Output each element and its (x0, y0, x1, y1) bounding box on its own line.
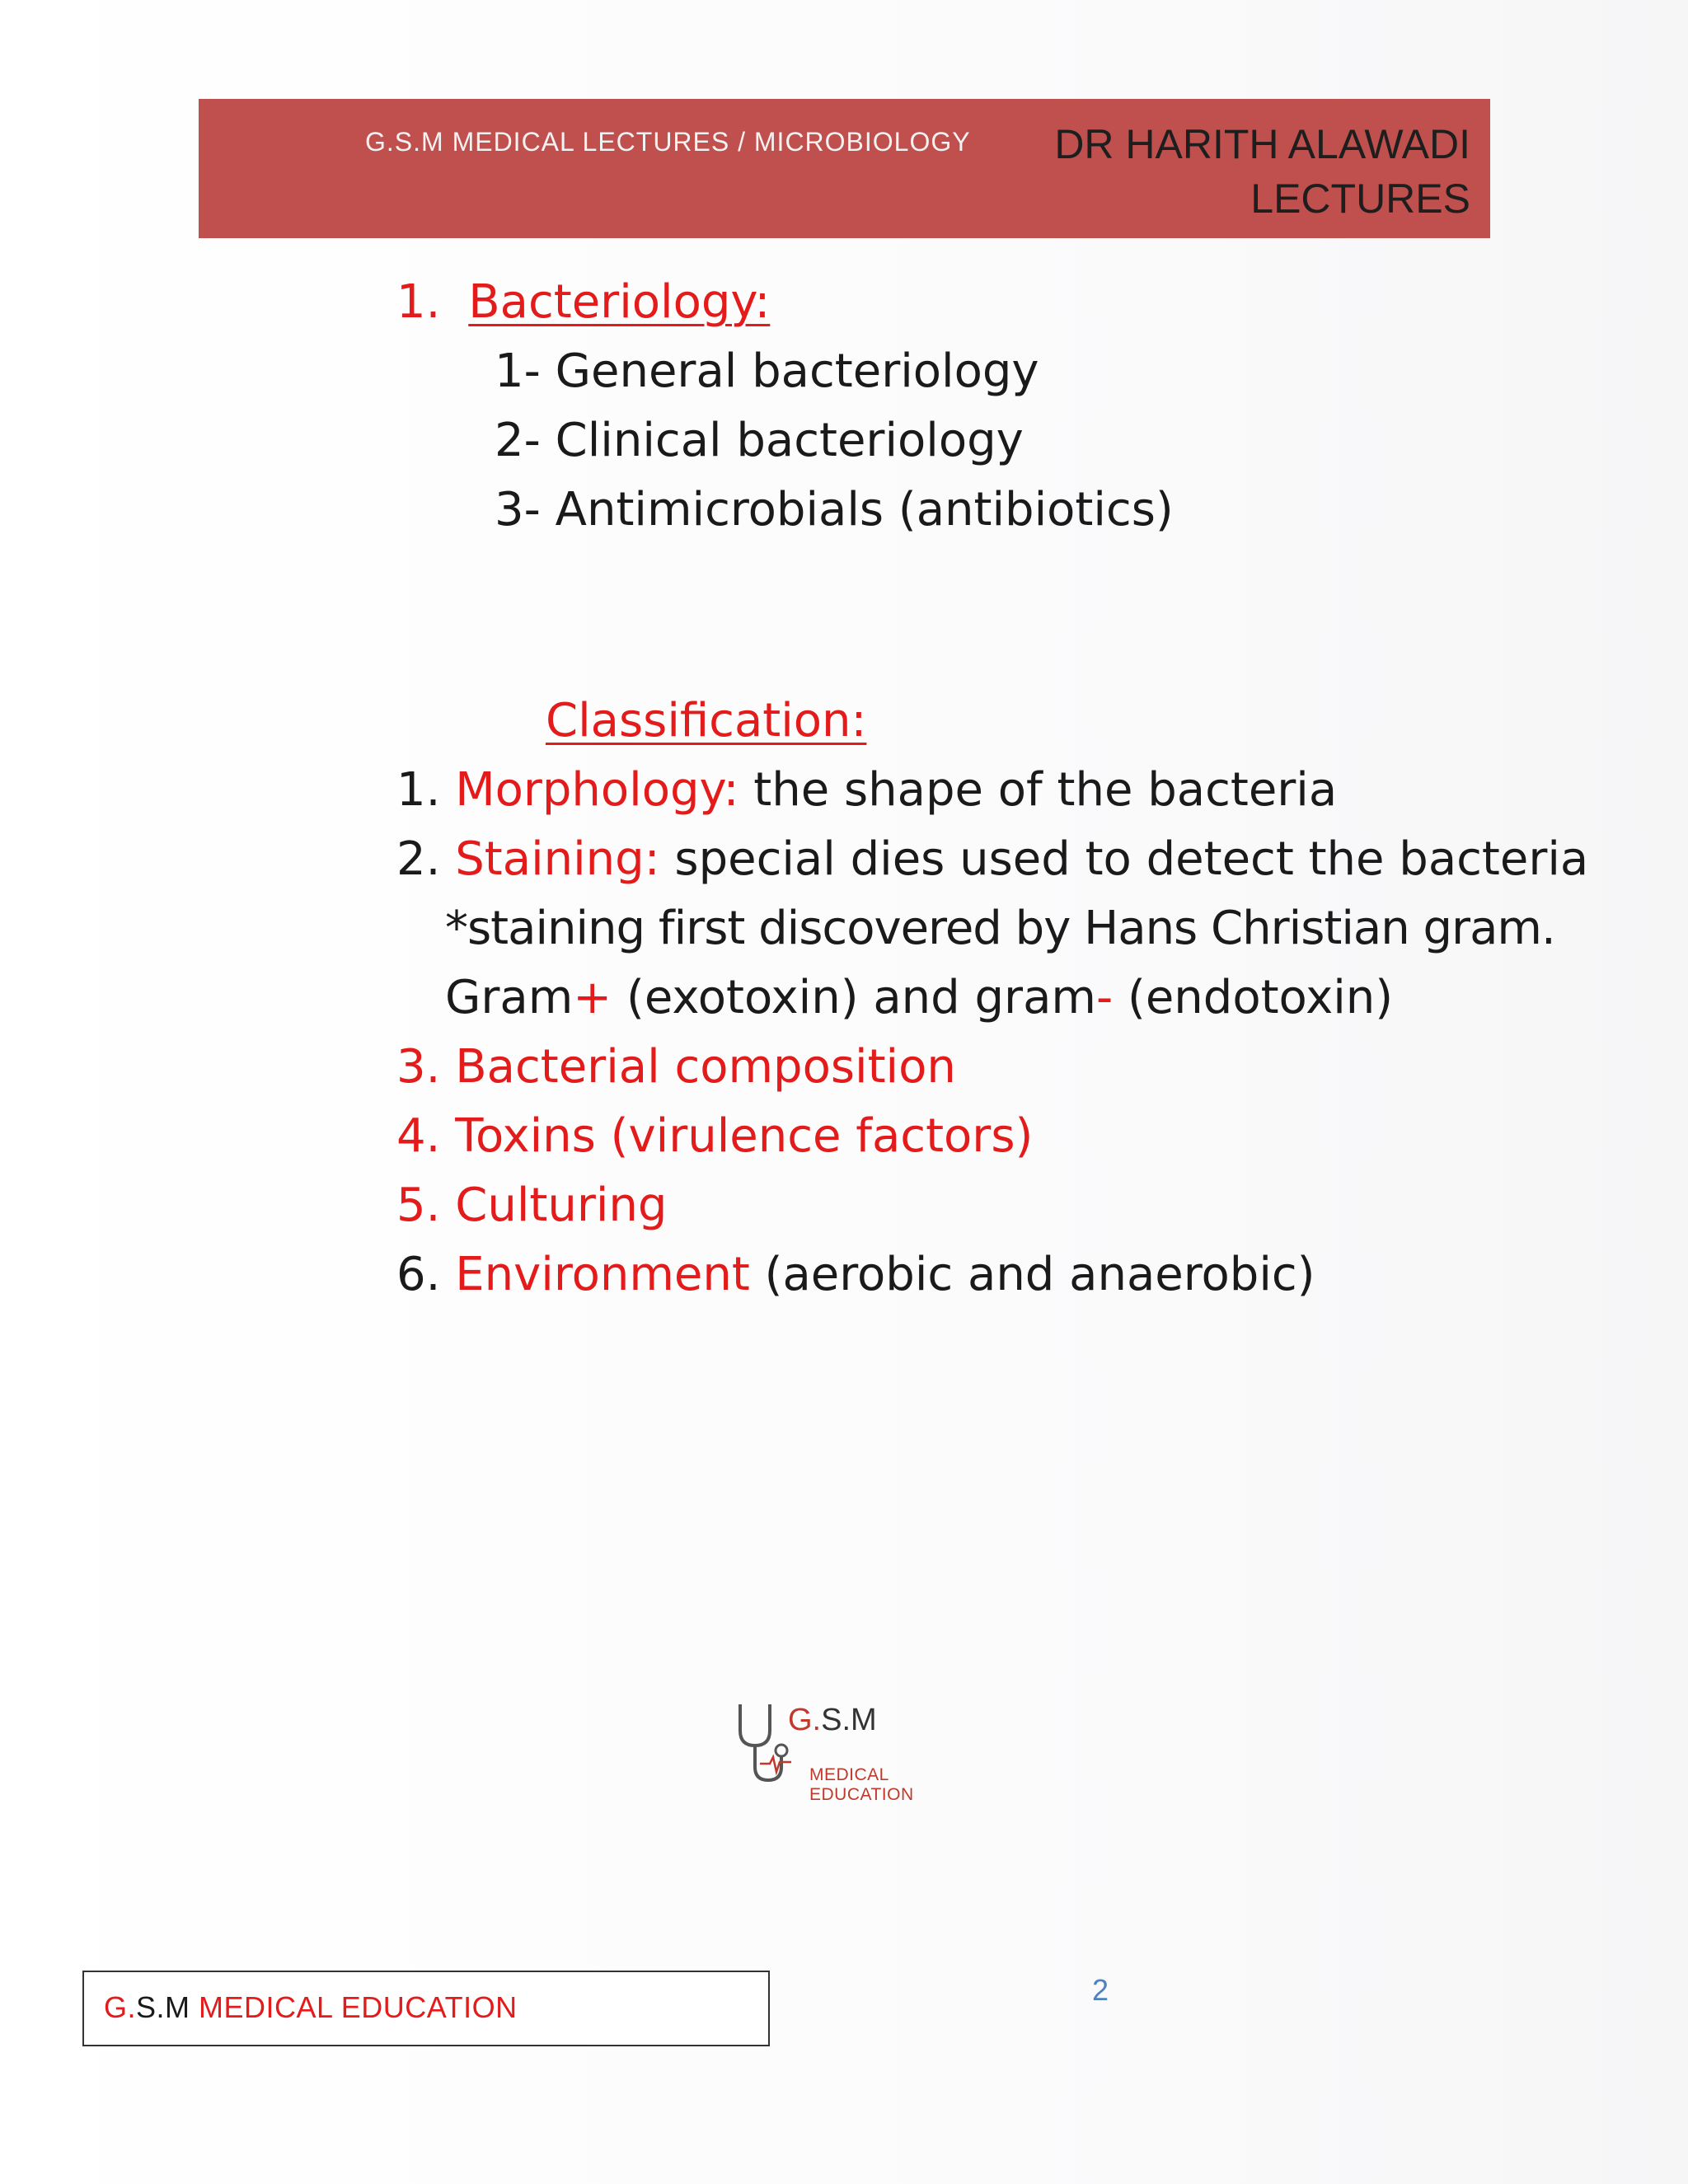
list-item: 2- Clinical bacteriology (495, 414, 1024, 467)
item-number: 1. (396, 763, 441, 817)
item-number: 4. (396, 1109, 441, 1163)
classification-item-composition (396, 1038, 956, 1096)
item-number: 3. (396, 1040, 441, 1094)
logo-g: G. (788, 1703, 822, 1737)
page-number: 2 (1092, 1973, 1109, 2007)
item-number: 5. (396, 1179, 441, 1232)
footer-rest: MEDICAL EDUCATION (190, 1990, 518, 2024)
classification-item-morphology (396, 762, 1337, 819)
header-author-line1: DR HARITH ALAWADI (1054, 121, 1470, 167)
item-term: Bacterial composition (455, 1040, 956, 1094)
footer-brand (104, 1990, 518, 2025)
gram-label: Gram (445, 971, 574, 1024)
header-banner (199, 99, 1490, 238)
classification-heading: Classification: (546, 694, 867, 748)
section-title: Bacteriology: (468, 275, 771, 329)
staining-note: *staining first discovered by Hans Christian gram. (445, 902, 1555, 955)
logo-sm: S.M (821, 1703, 877, 1737)
item-description: (aerobic and anaerobic) (749, 1248, 1315, 1301)
item-term: Culturing (455, 1179, 668, 1232)
gram-endotoxin: (endotoxin) (1113, 971, 1394, 1024)
footer-sm: S.M (136, 1990, 190, 2024)
gram-minus: - (1095, 971, 1114, 1024)
gram-exotoxin: (exotoxin) and gram (612, 971, 1096, 1024)
classification-item-toxins (396, 1108, 1033, 1165)
classification-item-staining (396, 831, 1588, 888)
footer-g: G. (104, 1990, 137, 2024)
item-term: Environment (455, 1248, 750, 1301)
header-course-title: G.S.M MEDICAL LECTURES / MICROBIOLOGY (365, 127, 971, 157)
list-item: 1- General bacteriology (495, 344, 1039, 398)
header-author (1054, 117, 1470, 226)
logo-subtitle: MEDICAL EDUCATION (809, 1765, 914, 1804)
logo-title (788, 1703, 877, 1738)
gram-line (445, 969, 1393, 1027)
classification-item-environment (396, 1246, 1315, 1304)
item-number: 2. (396, 832, 441, 886)
item-term: Toxins (virulence factors) (455, 1109, 1034, 1163)
header-author-line2: LECTURES (1250, 176, 1470, 222)
item-description: the shape of the bacteria (738, 763, 1338, 817)
item-term: Morphology: (455, 763, 739, 817)
gsm-logo (734, 1698, 981, 1804)
item-term: Staining: (455, 832, 660, 886)
gram-plus: + (573, 971, 612, 1024)
list-item: 3- Antimicrobials (antibiotics) (495, 483, 1174, 537)
section-heading-bacteriology (396, 274, 770, 331)
item-number: 6. (396, 1248, 441, 1301)
classification-item-culturing (396, 1177, 667, 1235)
footer-box (82, 1971, 770, 2046)
item-description: special dies used to detect the bacteria (659, 832, 1589, 886)
section-number: 1. (396, 275, 441, 329)
